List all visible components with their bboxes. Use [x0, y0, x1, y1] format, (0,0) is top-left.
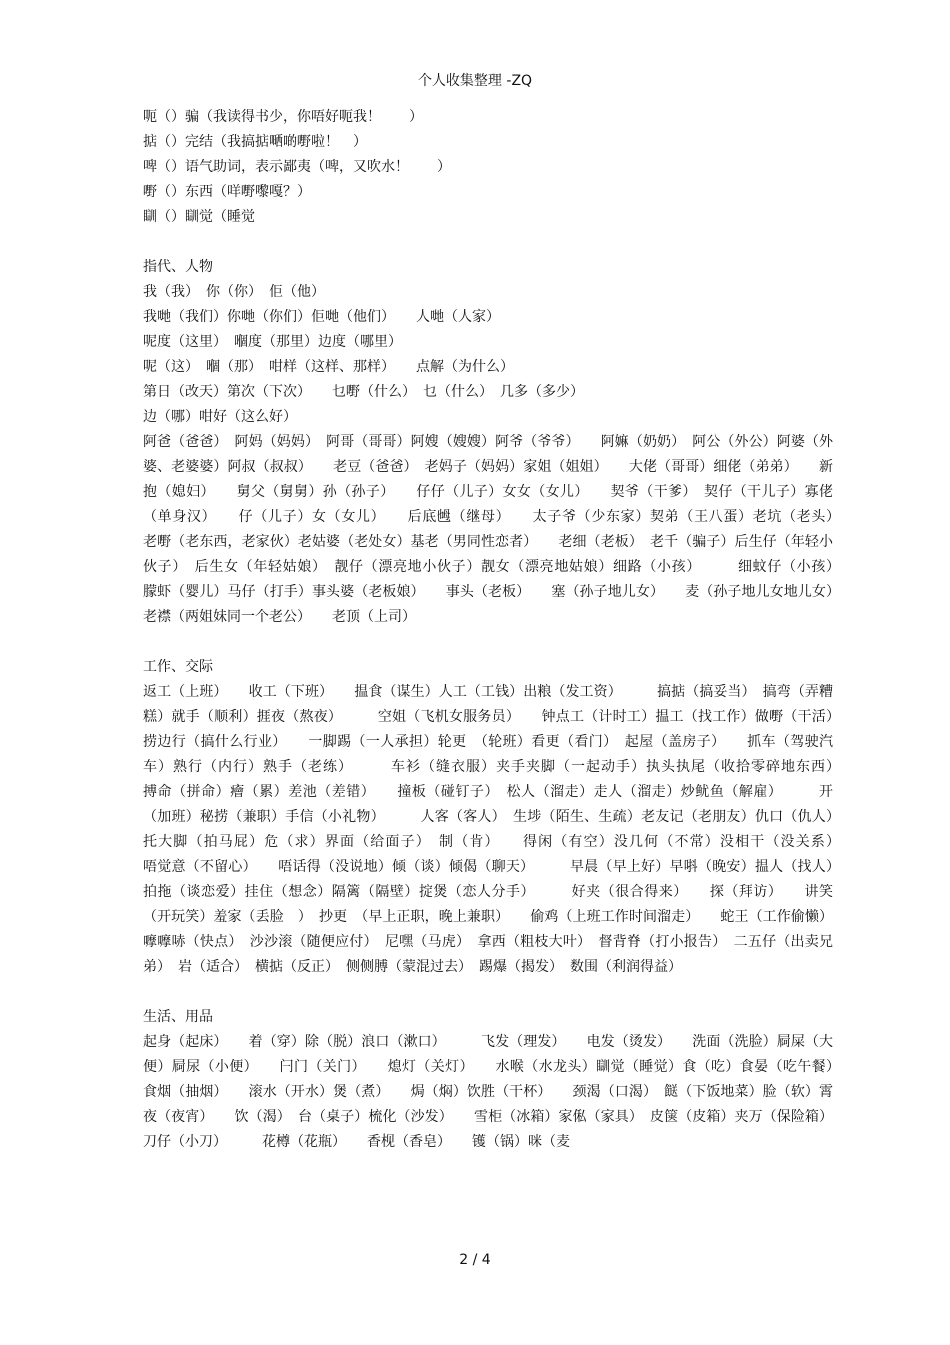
- section-spacer: [143, 230, 833, 255]
- section-title-work: 工作、交际: [143, 659, 213, 675]
- section-spacer: [143, 630, 833, 655]
- page-number: 2 / 4: [459, 1252, 491, 1268]
- document-body: [143, 105, 875, 1155]
- intro-line-1: 呃（）骗（我读得书少，你唔好呃我！ ）: [143, 109, 423, 125]
- life-paragraph: 起身（起床） 着（穿）除（脱）浪口（漱口） 飞发（理发） 电发（烫发） 洗面（洗脸）屙屎（大便）屙尿（小便） 闩门（关门） 熄灯（关灯） 水喉（水龙头）瞓觉（睡觉）食（吃）食晏（吃午餐） 食烟（抽烟） 滚水（开水）煲（煮） 焗（焖）饮胜（干杯） 颈渴（口渴） 餸（下饭地菜）脸（软）霄夜（夜宵） 饮（渴） 台（桌子）梳化（沙发） 雪柜（冰箱）家俬（家具） 皮箧（皮箱）夹万（保险箱）刀仔（小刀） 花樽（花瓶） 香枧（香皂） 镬（锅）咪（麦: [143, 1034, 861, 1150]
- people-line-6: 边（哪）咁好（这么好）: [143, 409, 297, 425]
- people-line-5: 第日（改天）第次（下次） 乜嘢（什么） 乜（什么） 几多（多少）: [143, 384, 584, 400]
- people-line-1: 我（我） 你（你） 佢（他）: [143, 284, 325, 300]
- intro-line-4: 嘢（）东西（咩嘢嚟嘎？）: [143, 184, 311, 200]
- people-line-4: 呢（这） 嗰（那） 咁样（这样、那样） 点解（为什么）: [143, 359, 514, 375]
- people-line-3: 呢度（这里） 嗰度（那里）边度（哪里）: [143, 334, 402, 350]
- people-line-2: 我哋（我们）你哋（你们）佢哋（他们） 人哋（人家）: [143, 309, 500, 325]
- people-paragraph: 阿爸（爸爸） 阿妈（妈妈） 阿哥（哥哥）阿嫂（嫂嫂）阿爷（爷爷） 阿嫲（奶奶） 阿公（外公）阿婆（外婆、老婆婆）阿叔（叔叔） 老豆（爸爸） 老妈子（妈妈）家姐（姐姐） 大佬（哥哥）细佬（弟弟） 新抱（媳妇） 舅父（舅舅）孙（孙子） 仔仔（儿子）女女（女儿） 契爷（干爹） 契仔（干儿子）寡佬（单身汉） 仔（儿子）女（女儿） 后底乸（继母） 太子爷（少东家）契弟（王八蛋）老坑（老头） 老嘢（老东西，老家伙）老姑婆（老处女）基老（男同性恋者） 老细（老板） 老千（骗子）后生仔（年轻小伙子） 后生女（年轻姑娘） 靓仔（漂亮地小伙子）靓女（漂亮地姑娘）细路（小孩） 细蚊仔（小孩） 朦虾（婴儿）马仔（打手）事头婆（老板娘） 事头（老板） 塞（孙子地儿女） 麦（孙子地儿女地儿女） 老襟（两姐妹同一个老公） 老顶（上司）: [143, 434, 875, 625]
- page-header: 个人收集整理 -ZQ: [417, 73, 533, 89]
- section-title-life: 生活、用品: [143, 1009, 213, 1025]
- intro-line-3: 啤（）语气助词，表示鄙夷（啤，又吹水！ ）: [143, 159, 451, 175]
- intro-line-2: 掂（）完结（我搞掂嗮啲嘢啦！ ）: [143, 134, 367, 150]
- section-title-people: 指代、人物: [143, 259, 213, 275]
- intro-line-5: 瞓（）瞓觉（睡觉: [143, 209, 255, 225]
- work-paragraph: 返工（上班） 收工（下班） 揾食（谋生）人工（工钱）出粮（发工资） 搞掂（搞妥当） 搞弯（弄糟糕）就手（顺利）捱夜（熬夜） 空姐（飞机女服务员） 钟点工（计时工）揾工（找工作）做嘢（干活） 捞边行（搞什么行业） 一脚踢（一人承担）轮更 （轮班）看更（看门） 起屋（盖房子） 抓车（驾驶汽车）熟行（内行）熟手（老练） 车衫（缝衣服）夹手夹脚（一起动手）执头执尾（收拾零碎地东西） 搏命（拼命）癐（累）差池（差错） 撞板（碰钉子） 松人（溜走）走人（溜走）炒鱿鱼（解雇） 开（加班）秘捞（兼职）手信（小礼物） 人客（客人） 生埗（陌生、生疏）老友记（老朋友）仇口（仇人） 托大脚（拍马屁）危（求）界面（给面子） 制（肯） 得闲（有空）没几何（不常）没相干（没关系） 唔觉意（不留心） 唔话得（没说地）倾（谈）倾偈（聊天） 早晨（早上好）早唞（晚安）揾人（找人） 拍拖（谈恋爱）挂住（想念）隔篱（隔壁）掟煲（恋人分手） 好夹（很合得来） 探（拜访） 讲笑（开玩笑）羞家（丢脸 ） 抄更 （早上正职，晚上兼职） 偷鸡（上班工作时间溜走） 蛇王（工作偷懒）嚤嚤哧（快点） 沙沙滚（随便应付） 尼嘿（马虎） 拿西（粗枝大叶） 督背脊（打小报告） 二五仔（出卖兄弟） 岩（适合） 横掂（反正） 侧侧膊（蒙混过去） 踢爆（揭发） 数围（利润得益）: [143, 684, 875, 975]
- section-spacer: [143, 980, 833, 1005]
